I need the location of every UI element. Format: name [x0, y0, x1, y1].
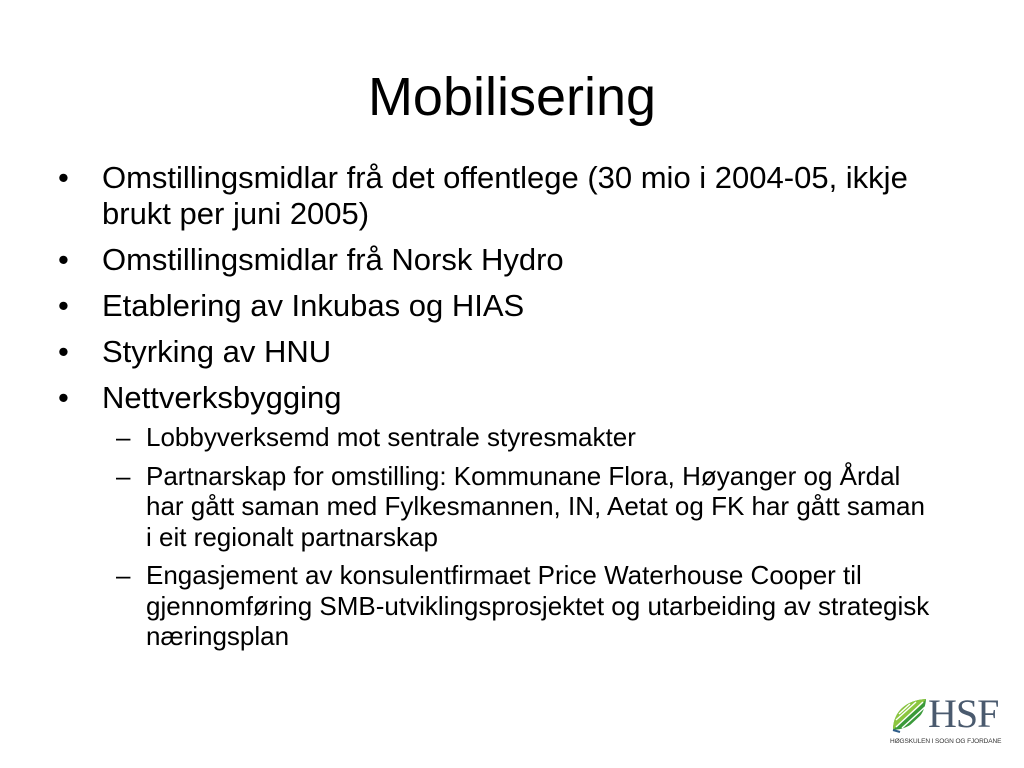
- logo-wordmark: HSF: [928, 691, 999, 736]
- bullet-marker: •: [58, 380, 69, 415]
- bullet-item: [58, 334, 978, 370]
- sub-bullet-marker: –: [116, 560, 131, 590]
- bullet-marker: •: [58, 160, 69, 195]
- sub-bullet-item: [102, 461, 936, 553]
- bullet-item: [58, 288, 978, 324]
- bullet-marker: •: [58, 242, 69, 277]
- bullet-text: Styrking av HNU: [102, 334, 332, 369]
- sub-bullet-text: Partnarskap for omstilling: Kommunane Flora, Høyanger og Årdal har gått saman med Fylkesmannen, IN, Aetat og FK har gått saman i eit regionalt partnarskap: [146, 460, 925, 552]
- sub-bullet-text: Engasjement av konsulentfirmaet Price Waterhouse Cooper til gjennomføring SMB-utviklingsprosjektet og utarbeiding av strategisk næringsplan: [146, 560, 930, 651]
- sub-bullet-item: [102, 560, 936, 652]
- leaf-logo-icon: [890, 696, 928, 734]
- bullet-text: Nettverksbygging: [102, 380, 342, 415]
- bullet-item: [58, 242, 978, 278]
- logo-subtitle: HØGSKULEN I SOGN OG FJORDANE: [890, 738, 1002, 745]
- slide-title: Mobilisering: [367, 67, 657, 127]
- bullet-marker: •: [58, 334, 69, 369]
- bullet-marker: •: [58, 288, 69, 323]
- sub-bullet-marker: –: [116, 460, 131, 491]
- bullet-text: Omstillingsmidlar frå det offentlege (30 mio i 2004-05, ikkje brukt per juni 2005): [102, 160, 908, 231]
- bullet-text: Omstillingsmidlar frå Norsk Hydro: [102, 242, 564, 277]
- bullet-item: [58, 380, 978, 652]
- sub-bullet-text: Lobbyverksemd mot sentrale styresmakter: [146, 422, 636, 452]
- bullet-text: Etablering av Inkubas og HIAS: [102, 288, 525, 323]
- bullet-list: [58, 160, 978, 662]
- sub-bullet-item: [102, 422, 936, 453]
- hsf-logo: [890, 691, 1018, 750]
- bullet-item: [58, 160, 978, 232]
- sub-bullet-list: [102, 422, 978, 652]
- sub-bullet-marker: –: [116, 422, 131, 452]
